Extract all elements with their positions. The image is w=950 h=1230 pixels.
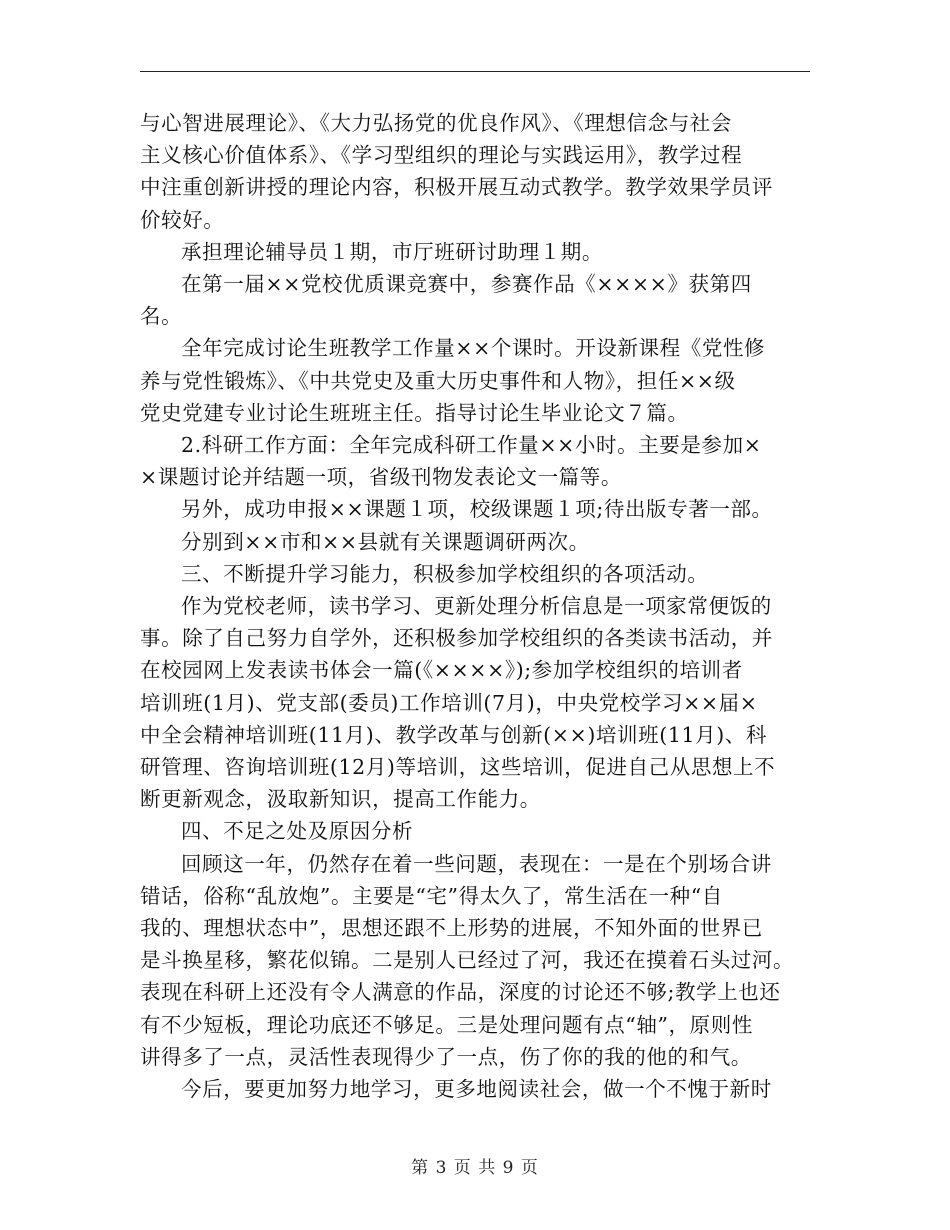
text-line: 回顾这一年，仍然存在着一些问题，表现在：一是在个别场合讲 xyxy=(181,851,772,876)
paragraph xyxy=(140,493,820,525)
text-line: 党史党建专业讨论生班班主任。指导讨论生毕业论文７篇。 xyxy=(140,400,689,425)
text-line: 名。 xyxy=(140,304,183,329)
text-line: 今后，要更加努力地学习，更多地阅读社会，做一个不愧于新时 xyxy=(181,1077,772,1102)
text-line: 分别到××市和××县就有关课题调研两次。 xyxy=(181,529,590,554)
text-line: 2.科研工作方面：全年完成科研工作量××小时。主要是参加× xyxy=(181,433,762,458)
text-line: 价较好。 xyxy=(140,207,225,232)
header-rule xyxy=(140,71,810,72)
document-body xyxy=(140,107,820,1105)
text-line: 另外，成功申报××课题１项，校级课题１项;待出版专著一部。 xyxy=(181,497,773,522)
text-line: 全年完成讨论生班教学工作量××个课时。开设新课程《党性修 xyxy=(181,336,766,361)
text-line: 讲得多了一点，灵活性表现得少了一点，伤了你的我的他的和气。 xyxy=(140,1044,752,1069)
text-line: 在校园网上发表读书体会一篇(《××××》);参加学校组织的培训者 xyxy=(140,658,743,683)
paragraph xyxy=(140,236,820,268)
text-line: 作为党校老师，读书学习、更新处理分析信息是一项家常便饭的 xyxy=(181,594,772,619)
text-line: 表现在科研上还没有令人满意的作品，深度的讨论还不够;教学上也还 xyxy=(140,980,781,1005)
text-line: 错话，俗称“乱放炮”。主要是“宅”得太久了，常生活在一种“自 xyxy=(140,883,723,908)
text-line: 我的、理想状态中”，思想还跟不上形势的进展，不知外面的世界已 xyxy=(140,916,763,941)
text-line: 三、不断提升学习能力，积极参加学校组织的各项活动。 xyxy=(181,561,709,586)
text-line: 养与党性锻炼》、《中共党史及重大历史事件和人物》，担任××级 xyxy=(140,368,736,393)
paragraph xyxy=(140,107,820,236)
text-line: 中注重创新讲授的理论内容，积极开展互动式教学。教学效果学员评 xyxy=(140,175,773,200)
text-line: 主义核心价值体系》、《学习型组织的理论与实践运用》，教学过程 xyxy=(140,143,743,168)
paragraph xyxy=(140,815,820,847)
text-line: 断更新观念，汲取新知识，提高工作能力。 xyxy=(140,787,541,812)
paragraph xyxy=(140,590,820,815)
text-line: 研管理、咨询培训班(12月)等培训，这些培训，促进自己从思想上不 xyxy=(140,755,776,780)
text-line: 承担理论辅导员１期，市厅班研讨助理１期。 xyxy=(181,239,603,264)
paragraph xyxy=(140,558,820,590)
text-line: 事。除了自己努力自学外，还积极参加学校组织的各类读书活动，并 xyxy=(140,626,773,651)
text-line: 与心智进展理论》、《大力弘扬党的优良作风》、《理想信念与社会 xyxy=(140,111,732,135)
paragraph xyxy=(140,268,820,332)
text-line: 有不少短板，理论功底还不够足。三是处理问题有点“轴”，原则性 xyxy=(140,1012,753,1037)
paragraph xyxy=(140,526,820,558)
paragraph xyxy=(140,429,820,493)
paragraph xyxy=(140,848,820,1073)
text-line: 是斗换星移，繁花似锦。二是别人已经过了河，我还在摸着石头过河。 xyxy=(140,948,795,973)
paragraph xyxy=(140,1073,820,1105)
paragraph xyxy=(140,332,820,429)
text-line: 培训班(1月)、党支部(委员)工作培训(7月)，中央党校学习××届× xyxy=(140,690,758,715)
page-footer: 第 3 页 共 9 页 xyxy=(411,1158,539,1178)
text-line: ×课题讨论并结题一项，省级刊物发表论文一篇等。 xyxy=(140,465,622,490)
text-line: 在第一届××党校优质课竞赛中，参赛作品《××××》获第四 xyxy=(181,272,752,297)
text-line: 中全会精神培训班(11月)、教学改革与创新(××)培训班(11月)、科 xyxy=(140,722,768,747)
text-line: 四、不足之处及原因分析 xyxy=(181,819,414,844)
